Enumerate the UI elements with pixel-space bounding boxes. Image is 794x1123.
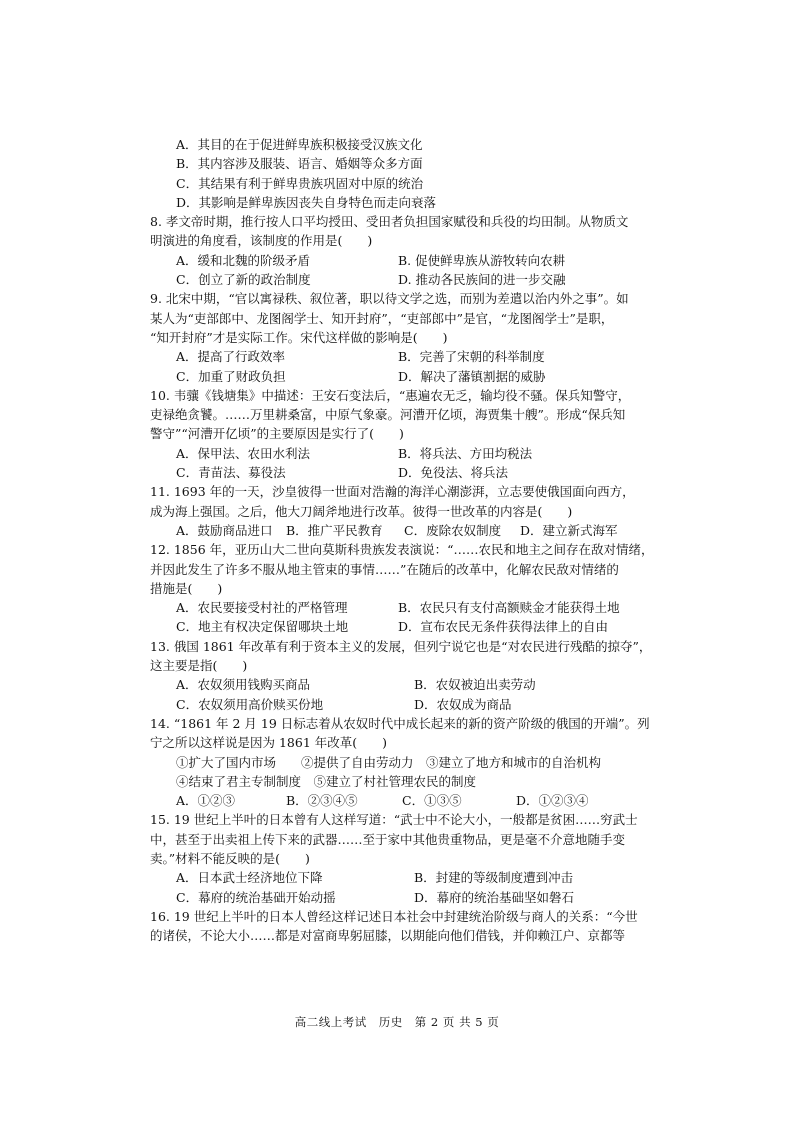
q9-stem: 9. 北宋中期，“官以寓禄秩、叙位著，职以待文学之选，而别为差遣以治内外之事”。如 — [150, 291, 629, 307]
q16-stem-cont: 的诸侯，不论大小……都是对富商卑躬屈膝，以期能向他们借钱，并仰赖江户、京都等 — [150, 928, 626, 944]
q9-stem-cont2: “知开封府”才是实际工作。宋代这样做的影响是( ) — [150, 329, 448, 345]
q12-option-a: A．农民要接受村社的严格管理 — [176, 600, 348, 616]
q15-option-a: A．日本武士经济地位下降 — [176, 870, 323, 886]
q15-stem-cont2: 卖。”材料不能反映的是( ) — [150, 850, 310, 866]
q15-options-row2 — [150, 888, 650, 907]
exam-content — [150, 135, 654, 945]
q12-options-row2 — [150, 617, 650, 636]
q15-option-c: C．幕府的统治基础开始动摇 — [176, 889, 336, 905]
q8-option-d: D. 推动各民族间的进一步交融 — [398, 272, 566, 288]
q11-option-a: A．鼓励商品进口 — [176, 522, 273, 538]
q15-option-d: D．幕府的统治基础坚如磐石 — [414, 889, 575, 905]
q13-option-d: D．农奴成为商品 — [414, 696, 512, 712]
q8-option-c: C．创立了新的政治制度 — [176, 272, 311, 288]
q9-option-b: B．完善了宋朝的科举制度 — [398, 349, 545, 365]
q12-stem-cont2: 措施是( ) — [150, 580, 223, 596]
q8-option-b: B. 促使鲜卑族从游牧转向农耕 — [398, 252, 566, 268]
q12-option-b: B．农民只有支付高额赎金才能获得土地 — [398, 600, 620, 616]
q9-option-a: A．提高了行政效率 — [176, 349, 286, 365]
q11-option-c: C．废除农奴制度 — [404, 522, 502, 538]
q10-option-d: D．免役法、将兵法 — [398, 465, 509, 481]
q12-options-row1 — [150, 598, 650, 617]
q8-options-row2 — [150, 270, 650, 289]
q13-options-row2 — [150, 695, 650, 714]
q12-option-c: C．地主有权决定保留哪块土地 — [176, 619, 349, 635]
q13-option-c: C．农奴须用高价赎买份地 — [176, 696, 324, 712]
q10-stem-cont2: 警守”“河漕开亿顷”的主要原因是实行了( ) — [150, 426, 404, 442]
q7-option-c: C．其结果有利于鲜卑贵族巩固对中原的统治 — [176, 175, 424, 191]
q15-stem: 15. 19 世纪上半叶的日本曾有人这样写道：“武士中不论大小，一般都是贫困……穷武士 — [150, 812, 638, 828]
q11-option-d: D．建立新式海军 — [520, 522, 618, 538]
q13-stem-cont: 这主要是指( ) — [150, 658, 248, 674]
q10-option-c: C．青苗法、募役法 — [176, 465, 286, 481]
q10-option-a: A．保甲法、农田水利法 — [176, 445, 311, 461]
q10-option-b: B．将兵法、方田均税法 — [398, 445, 533, 461]
q14-option-d: D．①②③④ — [516, 793, 589, 809]
q11-option-b: B．推广平民教育 — [286, 522, 383, 538]
q14-option-c: C．①③⑤ — [402, 793, 462, 809]
q14-stem: 14. “1861 年 2 月 19 日标志着从农奴时代中成长起来的新的资产阶级的俄国的开端”。列 — [150, 715, 650, 731]
q7-option-b: B．其内容涉及服装、语言、婚姻等众多方面 — [176, 156, 423, 172]
q9-options-row2 — [150, 367, 650, 386]
q14-items-row2: ④结束了君主专制制度 ⑤建立了村社管理农民的制度 — [176, 773, 477, 789]
q8-stem-cont: 明演进的角度看，该制度的作用是( ) — [150, 233, 373, 249]
q14-options-row — [150, 791, 650, 810]
q12-stem: 12. 1856 年，亚历山大二世向莫斯科贵族发表演说：“……农民和地主之间存在敌对情绪， — [150, 542, 654, 558]
q14-stem-cont: 宁之所以这样说是因为 1861 年改革( ) — [150, 735, 388, 751]
q10-stem-cont: 吏禄绝贪饕。……万里耕桑富，中原气象豪。河漕开亿顷，海贾集十艘”。形成“保兵知 — [150, 407, 626, 423]
page-footer: 高二线上考试 历史 第 2 页 共 5 页 — [294, 1015, 500, 1029]
q14-items-row1: ①扩大了国内市场 ②提供了自由劳动力 ③建立了地方和城市的自治机构 — [176, 754, 602, 770]
q13-option-b: B．农奴被迫出卖劳动 — [414, 677, 536, 693]
q15-stem-cont: 中，甚至于出卖祖上传下来的武器……至于家中其他贵重物品，更是毫不介意地随手变 — [150, 831, 626, 847]
q10-options-row1 — [150, 444, 650, 463]
q8-options-row1 — [150, 251, 650, 270]
q7-option-d: D．其影响是鲜卑族因丧失自身特色而走向衰落 — [176, 194, 437, 210]
q13-stem: 13. 俄国 1861 年改革有利于资本主义的发展，但列宁说它也是“对农民进行残酷的掠夺”， — [150, 638, 652, 654]
q11-stem-cont: 成为海上强国。之后，他大刀阔斧地进行改革。彼得一世改革的内容是( ) — [150, 503, 573, 519]
q13-option-a: A．农奴须用钱购买商品 — [176, 677, 311, 693]
q11-options-row — [150, 521, 650, 540]
q14-option-a: A．①②③ — [176, 793, 236, 809]
q14-option-b: B．②③④⑤ — [286, 793, 358, 809]
q10-stem: 10. 韦骧《钱塘集》中描述：王安石变法后，“惠遍农无乏，输均役不骚。保兵知警守， — [150, 387, 631, 403]
q7-option-a: A．其目的在于促进鲜卑族积极接受汉族文化 — [176, 137, 423, 152]
q11-stem: 11. 1693 年的一天，沙皇彼得一世面对浩瀚的海洋心潮澎湃，立志要使俄国面向西方， — [150, 484, 635, 500]
q13-options-row1 — [150, 675, 650, 694]
q12-option-d: D．宣布农民无条件获得法律上的自由 — [398, 619, 609, 635]
q9-option-d: D．解决了藩镇割据的威胁 — [398, 368, 546, 384]
q9-stem-cont: 某人为“吏部郎中、龙图阁学士、知开封府”，“吏部郎中”是官，“龙图阁学士”是职， — [150, 310, 614, 326]
q15-option-b: B．封建的等级制度遭到冲击 — [414, 870, 574, 886]
q8-stem: 8. 孝文帝时期，推行按人口平均授田、受田者负担国家赋役和兵役的均田制。从物质文 — [150, 214, 629, 230]
q9-options-row1 — [150, 347, 650, 366]
q15-options-row1 — [150, 868, 650, 887]
q10-options-row2 — [150, 463, 650, 482]
q12-stem-cont: 并因此发生了许多不服从地主管束的事情……”在随后的改革中，化解农民敌对情绪的 — [150, 561, 619, 577]
q8-option-a: A．缓和北魏的阶级矛盾 — [176, 252, 311, 268]
q9-option-c: C．加重了财政负担 — [176, 368, 286, 384]
q16-stem: 16. 19 世纪上半叶的日本人曾经这样记述日本社会中封建统治阶级与商人的关系：“今世 — [150, 908, 638, 924]
